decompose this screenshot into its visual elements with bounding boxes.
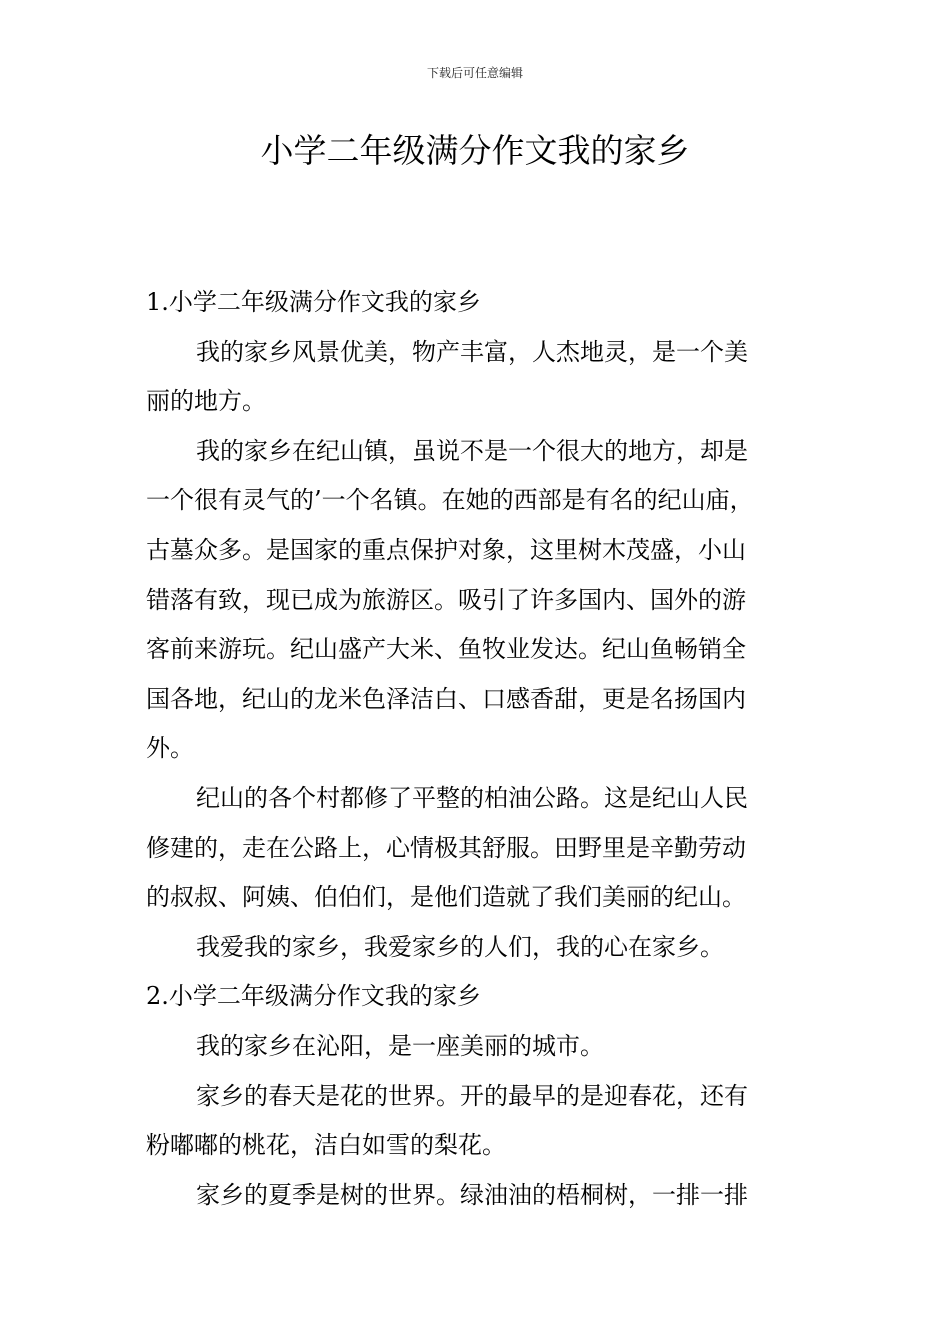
- header-note: 下载后可任意编辑: [426, 66, 523, 80]
- text-line: 的叔叔、阿姨、伯伯们，是他们造就了我们美丽的纪山。: [146, 883, 746, 912]
- text-line: 粉嘟嘟的桃花，洁白如雪的梨花。: [146, 1131, 506, 1160]
- text-line: 一个很有灵气的’一个名镇。在她的西部是有名的纪山庙，: [146, 486, 754, 515]
- text-line: 1.小学二年级满分作文我的家乡: [146, 288, 481, 316]
- document-title: 小学二年级满分作文我的家乡: [260, 131, 690, 170]
- text-line: 我爱我的家乡，我爱家乡的人们，我的心在家乡。: [196, 932, 724, 961]
- text-line: 2.小学二年级满分作文我的家乡: [146, 982, 481, 1011]
- text-line: 国各地，纪山的龙米色泽洁白、口感香甜，更是名扬国内: [146, 684, 746, 713]
- text-line: 错落有致，现已成为旅游区。吸引了许多国内、国外的游: [146, 585, 746, 614]
- text-line: 我的家乡在纪山镇，虽说不是一个很大的地方，却是: [196, 436, 748, 465]
- text-line: 古墓众多。是国家的重点保护对象，这里树木茂盛，小山: [146, 535, 746, 564]
- text-line: 修建的，走在公路上，心情极其舒服。田野里是辛勤劳动: [146, 833, 746, 862]
- text-line: 丽的地方。: [146, 387, 266, 416]
- text-line: 客前来游玩。纪山盛产大米、鱼牧业发达。纪山鱼畅销全: [146, 635, 746, 664]
- text-line: 家乡的夏季是树的世界。绿油油的梧桐树，一排一排: [196, 1180, 748, 1209]
- text-line: 外。: [146, 734, 194, 763]
- text-line: 我的家乡在沁阳，是一座美丽的城市。: [196, 1031, 604, 1060]
- text-line: 家乡的春天是花的世界。开的最早的是迎春花，还有: [196, 1081, 748, 1110]
- text-line: 纪山的各个村都修了平整的柏油公路。这是纪山人民: [196, 783, 748, 812]
- document-body: [146, 278, 832, 1220]
- text-line: 我的家乡风景优美，物产丰富，人杰地灵，是一个美: [196, 337, 748, 366]
